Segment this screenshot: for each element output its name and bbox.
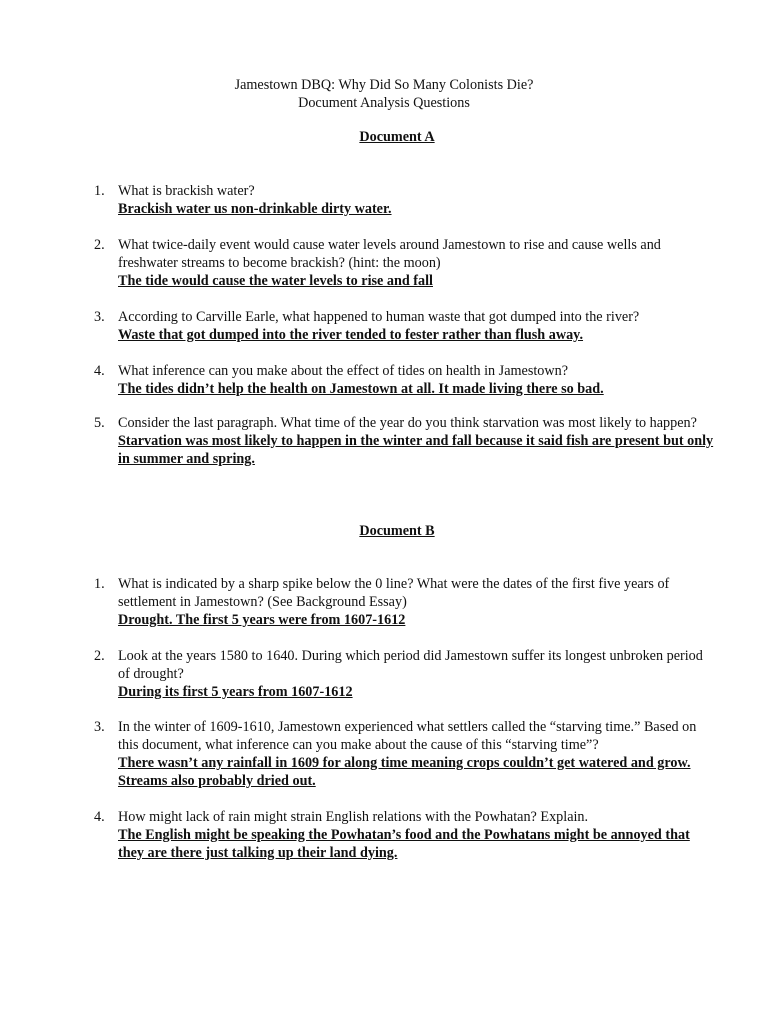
question-a2 — [94, 236, 714, 290]
section-heading-document-b: Document B — [359, 523, 435, 539]
section-heading-document-a: Document A — [359, 129, 435, 145]
question-a3 — [94, 308, 714, 344]
question-text: How might lack of rain might strain English relations with the Powhatan? Explain. — [118, 809, 589, 825]
question-number: 4. — [94, 363, 105, 379]
question-text: What twice-daily event would cause water levels around Jamestown to rise and cause wells and freshwater streams to become brackish? (hint: the moon) — [118, 237, 661, 271]
answer-text: Drought. The first 5 years were from 1607-1612 — [118, 612, 406, 628]
question-text: Consider the last paragraph. What time of the year do you think starvation was most likely to happen? — [118, 415, 697, 431]
question-number: 3. — [94, 719, 105, 735]
question-b3 — [94, 718, 714, 790]
question-number: 2. — [94, 237, 105, 253]
title-line-1: Jamestown DBQ: Why Did So Many Colonists Die? — [234, 77, 534, 93]
question-b2 — [94, 647, 714, 701]
answer-text: There wasn’t any rainfall in 1609 for along time meaning crops couldn’t get watered and grow. Streams also probably dried out. — [118, 755, 691, 789]
question-b1 — [94, 575, 714, 629]
question-text: What inference can you make about the effect of tides on health in Jamestown? — [118, 363, 569, 379]
title-line-2: Document Analysis Questions — [298, 95, 470, 111]
question-text: In the winter of 1609-1610, Jamestown experienced what settlers called the “starving time.” Based on this document, what inference can you make about the cause of this “starving time”? — [118, 719, 697, 753]
question-text: According to Carville Earle, what happened to human waste that got dumped into the river? — [118, 309, 640, 325]
answer-text: Starvation was most likely to happen in the winter and fall because it said fish are present but only in summer and spring. — [118, 433, 714, 467]
page-title — [0, 76, 768, 112]
question-number: 3. — [94, 309, 105, 325]
question-a5 — [94, 414, 714, 468]
answer-text: The English might be speaking the Powhatan’s food and the Powhatans might be annoyed that they are there just talking up their land dying. — [118, 827, 690, 861]
question-number: 1. — [94, 183, 105, 199]
answer-text: During its first 5 years from 1607-1612 — [118, 684, 353, 700]
answer-text: Brackish water us non-drinkable dirty water. — [118, 201, 392, 217]
question-b4 — [94, 808, 714, 862]
question-text: What is brackish water? — [118, 183, 255, 199]
question-text: What is indicated by a sharp spike below the 0 line? What were the dates of the first five years of settlement in Jamestown? (See Background Essay) — [118, 576, 670, 610]
question-text: Look at the years 1580 to 1640. During which period did Jamestown suffer its longest unbroken period of drought? — [118, 648, 703, 682]
answer-text: Waste that got dumped into the river tended to fester rather than flush away. — [118, 327, 584, 343]
answer-text: The tide would cause the water levels to rise and fall — [118, 273, 433, 289]
question-a4 — [94, 362, 714, 398]
question-a1 — [94, 182, 714, 218]
question-number: 1. — [94, 576, 105, 592]
question-number: 2. — [94, 648, 105, 664]
question-number: 4. — [94, 809, 105, 825]
answer-text: The tides didn’t help the health on Jamestown at all. It made living there so bad. — [118, 381, 604, 397]
question-number: 5. — [94, 415, 105, 431]
